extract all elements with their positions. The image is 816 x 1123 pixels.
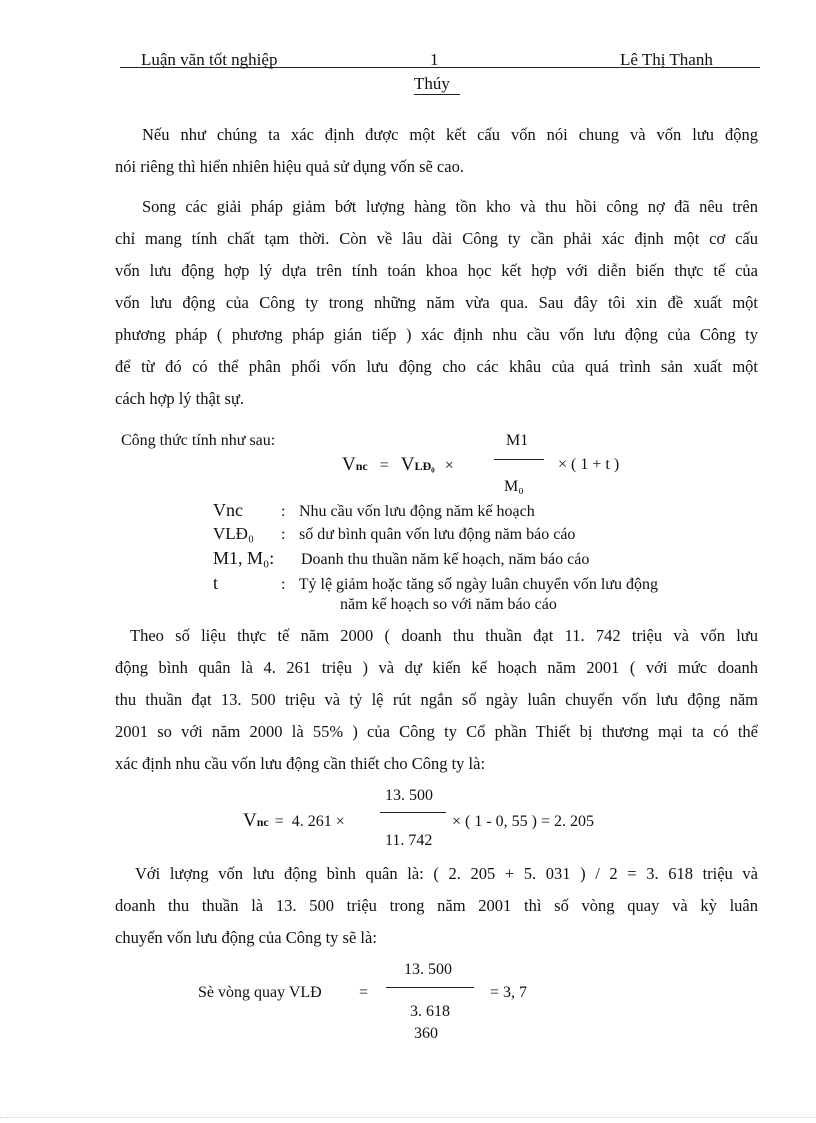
formula2-left [243, 810, 345, 832]
text-line: chuyển vốn lưu động của Công ty sẽ là: [115, 928, 377, 947]
vld-symbol: V [400, 454, 415, 475]
legend-row [213, 500, 535, 521]
text-line: nói riêng thì hiển nhiên hiệu quả sử dụng vốn sẽ cao. [115, 157, 464, 176]
vnc-symbol: V [243, 810, 257, 831]
formula2-fraction-bar [380, 812, 446, 813]
formula1-fraction-bar [494, 459, 544, 460]
text-line: động bình quân là 4. 261 triệu ) và dự kiến kế hoạch năm 2001 ( với mức doanh [115, 658, 758, 677]
header-right-continued: Thúy [414, 74, 450, 93]
text-line: thu thuần đạt 13. 500 triệu và tỷ lệ rút ngắn số ngày luân chuyển vốn lưu động năm [115, 690, 758, 709]
vnc-subscript: nc [256, 815, 269, 829]
header-left: Luận văn tốt nghiệp [141, 50, 278, 69]
text-line: Nếu như chúng ta xác định được một kết cấu vốn nói chung và vốn lưu động [142, 125, 758, 144]
vld-subscript: LĐ₀ [414, 459, 435, 473]
text-line: để từ đó có thể phân phối vốn lưu động cho các khâu của quá trình sản xuất một [115, 357, 758, 376]
legend-description: Doanh thu thuần năm kế hoạch, năm báo cáo [301, 551, 590, 568]
formula1-factor: × ( 1 + t ) [558, 456, 620, 473]
equals-sign: = [379, 457, 389, 474]
legend-description: Nhu cầu vốn lưu động năm kế hoạch [299, 503, 535, 520]
formula3-denominator: 3. 618 [410, 1003, 450, 1020]
text-line: Với lượng vốn lưu động bình quân là: ( 2. 205 + 5. 031 ) / 2 = 3. 618 triệu và [135, 864, 758, 883]
text-line: 2001 so với năm 2000 là 55% ) của Công ty Cổ phần Thiết bị thương mại ta có thể [115, 722, 758, 741]
text-line: chỉ mang tính chất tạm thời. Còn về lâu dài Công ty cần phải xác định một cơ cấu [115, 229, 758, 248]
formula1-main-line [342, 454, 454, 476]
legend-symbol: Vnc [213, 500, 243, 520]
formula2-term: 4. 261 × [291, 813, 345, 830]
text-line: Theo số liệu thực tế năm 2000 ( doanh thu thuần đạt 11. 742 triệu và vốn lưu [130, 626, 758, 645]
page-number: 1 [430, 50, 439, 69]
header-rule [120, 67, 760, 68]
legend-description: Tỷ lệ giảm hoặc tăng số ngày luân chuyển vốn lưu động [298, 576, 658, 593]
legend-colon: : [281, 526, 286, 543]
header-right: Lê Thị Thanh [620, 50, 713, 69]
vnc-symbol: V [342, 454, 356, 475]
legend-row [213, 573, 658, 594]
text-line: vốn lưu động hợp lý dựa trên tính toán khoa học kết hợp với diễn biến thực tế của [115, 261, 758, 280]
formula3-fraction-bar [386, 987, 474, 988]
text-line: vốn lưu động của Công ty trong những năm vừa qua. Sau đây tôi xin đề xuất một [115, 293, 758, 312]
text-line: phương pháp ( phương pháp gián tiếp ) xác định nhu cầu vốn lưu động của Công ty [115, 325, 758, 344]
page-bottom-border [0, 1117, 816, 1118]
formula2-numerator: 13. 500 [385, 787, 433, 804]
formula3-below: 360 [414, 1025, 438, 1042]
legend-symbol: t [213, 573, 219, 593]
legend-row [213, 548, 589, 569]
formula3-result: = 3, 7 [490, 984, 528, 1001]
paragraph-1 [115, 119, 758, 183]
equals-sign: = [274, 813, 284, 830]
formula1-numerator: M1 [506, 432, 529, 449]
text-line: xác định nhu cầu vốn lưu động cần thiết cho Công ty là: [115, 754, 486, 773]
formula1-denominator: M₀ [504, 478, 524, 495]
legend-symbol: M1, M₀: [213, 548, 275, 568]
legend-continuation: năm kế hoạch so với năm báo cáo [340, 596, 557, 613]
formula3-numerator: 13. 500 [404, 961, 452, 978]
vnc-subscript: nc [355, 459, 368, 473]
legend-symbol: VLĐ₀ [213, 524, 254, 543]
text-line: Song các giải pháp giảm bớt lượng hàng tồn kho và thu hồi công nợ đã nêu trên [142, 197, 758, 216]
text-line: doanh thu thuần là 13. 500 triệu trong năm 2001 thì số vòng quay và kỳ luân [115, 896, 758, 915]
times-sign: × [444, 457, 454, 474]
formula2-rest: × ( 1 - 0, 55 ) = 2. 205 [452, 813, 595, 830]
formula3-equals: = [359, 984, 369, 1001]
paragraph-2 [115, 191, 758, 415]
formula2-denominator: 11. 742 [385, 832, 433, 849]
paragraph-4 [115, 858, 758, 954]
formula3-label: Sè vòng quay VLĐ [198, 984, 322, 1001]
formula-intro: Công thức tính như sau: [121, 432, 276, 449]
legend-colon: : [281, 576, 286, 593]
legend-description: số dư bình quân vốn lưu động năm báo cáo [299, 526, 576, 543]
paragraph-3 [115, 620, 758, 780]
legend-colon: : [281, 503, 286, 520]
text-line: cách hợp lý thật sự. [115, 389, 245, 408]
header-underline [414, 94, 460, 95]
legend-row [213, 524, 575, 544]
